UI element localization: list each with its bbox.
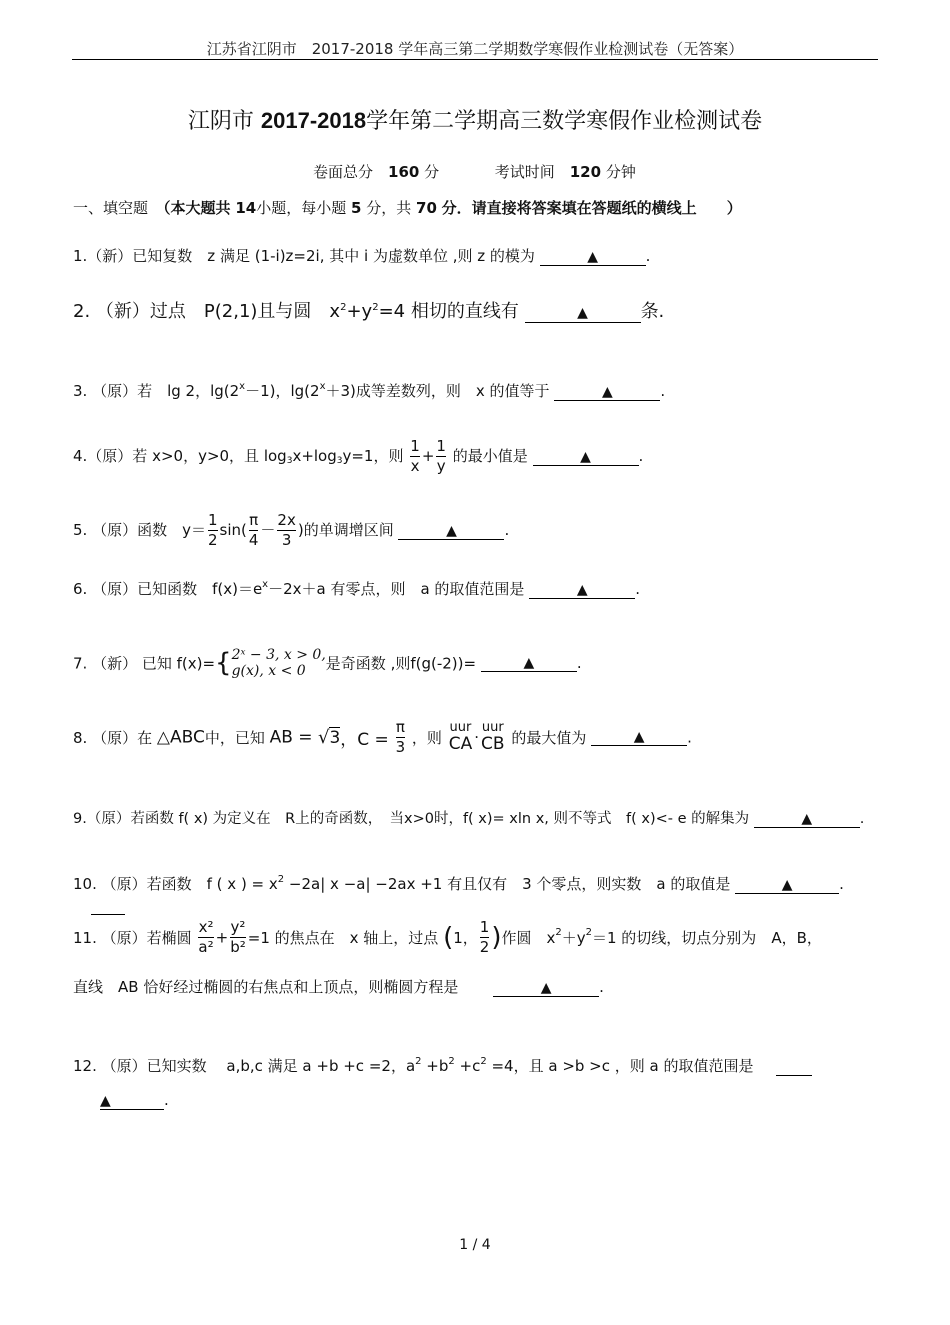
answer-blank[interactable] [398, 523, 504, 540]
answer-blank[interactable] [525, 303, 641, 323]
question-11-line-2: 直线 AB 恰好经过椭圆的右焦点和上顶点，则椭圆方程是 ▲ . [73, 978, 604, 996]
question-3: 3. （原）若 lg 2，$\lg(2^x-1)$，$\lg(2^x+3)$成等差数列，则 x 的值等于 ▲ . [73, 381, 666, 400]
answer-blank[interactable] [591, 729, 687, 746]
fraction: $\frac{1}{2}$ [479, 918, 490, 956]
question-4: 4.（原）若 x>0，y>0，且 $\log_3x+\log_3y=1$，则 $\frac{1}{x}$ + $\frac{1}{y}$ 的最小值是 ▲ . [73, 437, 644, 475]
question-12-line-2: ▲ . [100, 1091, 169, 1109]
triangle-marker-icon: ▲ [100, 1093, 111, 1109]
answer-blank[interactable] [100, 1093, 164, 1110]
triangle-marker-icon: ▲ [577, 305, 588, 321]
triangle-marker-icon: ▲ [601, 384, 613, 400]
triangle-marker-icon: ▲ [781, 877, 793, 893]
left-paren-icon: ( [443, 922, 454, 953]
vector-cb: uur CB [480, 720, 505, 754]
answer-blank[interactable] [481, 655, 577, 672]
triangle-marker-icon: ▲ [576, 582, 588, 598]
question-1: 1.（新）已知复数 z 满足 (1-i)z=2i, 其中 i 为虚数单位 ,则 z 的模为 ▲ . [73, 247, 651, 265]
triangle-marker-icon: ▲ [801, 811, 813, 827]
question-5: 5. （原）函数 y＝ $\frac{1}{2}$ sin( $\frac{\pi}{4}$ － $\frac{2x}{3}$ )的单调增区间 ▲ . [73, 511, 510, 549]
page-title: 江阴市 2017-2018学年第二学期高三数学寒假作业检测试卷 [187, 108, 763, 134]
brace-icon: { [215, 648, 232, 678]
answer-blank[interactable] [493, 980, 599, 997]
fraction: $\frac{2x}{3}$ [277, 511, 296, 549]
triangle-marker-icon: ▲ [633, 729, 645, 745]
answer-blank[interactable] [533, 449, 639, 466]
question-9: 9.（原）若函数 f( x) 为定义在 R上的奇函数， 当x>0时，f( x)= xln x, 则不等式 f( x)<- e 的解集为 ▲ . [73, 811, 865, 827]
fraction: $\frac{1}{2}$ [207, 511, 218, 549]
page-header: 江苏省江阴市 2017-2018 学年高三第二学期数学寒假作业检测试卷（无答案） [206, 40, 744, 58]
answer-blank[interactable] [540, 249, 646, 266]
answer-blank[interactable] [735, 877, 839, 894]
question-6: 6. （原）已知函数 $f(x)=e^x-2x+a$ 有零点，则 a 的取值范围是 ▲ . [73, 579, 640, 598]
right-paren-icon: ) [491, 922, 502, 953]
fraction: $\frac{\pi}{3}$ [395, 718, 406, 756]
triangle-marker-icon: ▲ [540, 980, 552, 996]
header-rule [72, 59, 878, 60]
vector-ca: uur CA [448, 720, 473, 754]
triangle-marker-icon: ▲ [523, 654, 535, 671]
question-10: 10. （原）若函数 f ( x ) = $x^2 -2a|$ x −a| −2ax +1 有且仅有 3 个零点，则实数 a 的取值是 ▲ . [73, 874, 844, 893]
question-7: 7. （新） 已知 f(x)={ 2ˣ − 3, x > 0, g(x), x < 0 是奇函数 ,则f(g(-2))= ▲ . [73, 647, 582, 679]
fraction: $\frac{1}{y}$ [436, 437, 446, 475]
sqrt-icon: √ [317, 727, 330, 748]
answer-blank-start [776, 1057, 812, 1076]
question-2: 2. （新）过点 P(2,1)且与圆 $x^2+y^2=4$ 相切的直线有 ▲ 条. [73, 301, 665, 322]
triangle-marker-icon: ▲ [587, 249, 599, 265]
page-number: 1 / 4 [459, 1237, 491, 1253]
question-8: 8. （原）在 △ABC中，已知 AB = √3，C = $\frac{\pi}{3}$ ，则 uur CA · uur CB 的最大值为 ▲ . [73, 718, 692, 756]
question-11: 11. （原）若椭圆 $\frac{\text{x²}}{\text{a²}}$ + $\frac{\text{y²}}{\text{b²}}$ =1 的焦点在 x 轴上，过点 (1， $\frac{1}{2}$ )作圆 $x^2+y^2=1$ 的切线，切点分别为 A，B， [73, 918, 822, 956]
triangle-marker-icon: ▲ [580, 449, 591, 465]
fraction: $\frac{\text{x²}}{\text{a²}}$ [198, 918, 214, 956]
fraction: $\frac{1}{x}$ [410, 437, 420, 475]
triangle-marker-icon: ▲ [446, 523, 457, 539]
section-heading: 一、填空题 （本大题共 14小题，每小题 5 分，共 70 分．请直接将答案填在答题纸的横线上 ） [73, 199, 742, 217]
short-rule [91, 914, 125, 915]
score-line: 卷面总分 160 分 考试时间 120 分钟 [313, 163, 636, 181]
fraction: $\frac{\text{y²}}{\text{b²}}$ [230, 918, 246, 956]
answer-blank[interactable] [529, 582, 635, 599]
fraction: $\frac{\pi}{4}$ [248, 511, 259, 549]
piecewise-cases: 2ˣ − 3, x > 0, g(x), x < 0 [231, 647, 326, 679]
answer-blank[interactable] [554, 384, 660, 401]
question-12: 12. （原）已知实数 a,b,c 满足 a +b +c =2，$a^2 +b^2 +c^2 =4$，且 a >b >c ，则 a 的取值范围是 [73, 1055, 812, 1076]
answer-blank[interactable] [754, 812, 860, 828]
